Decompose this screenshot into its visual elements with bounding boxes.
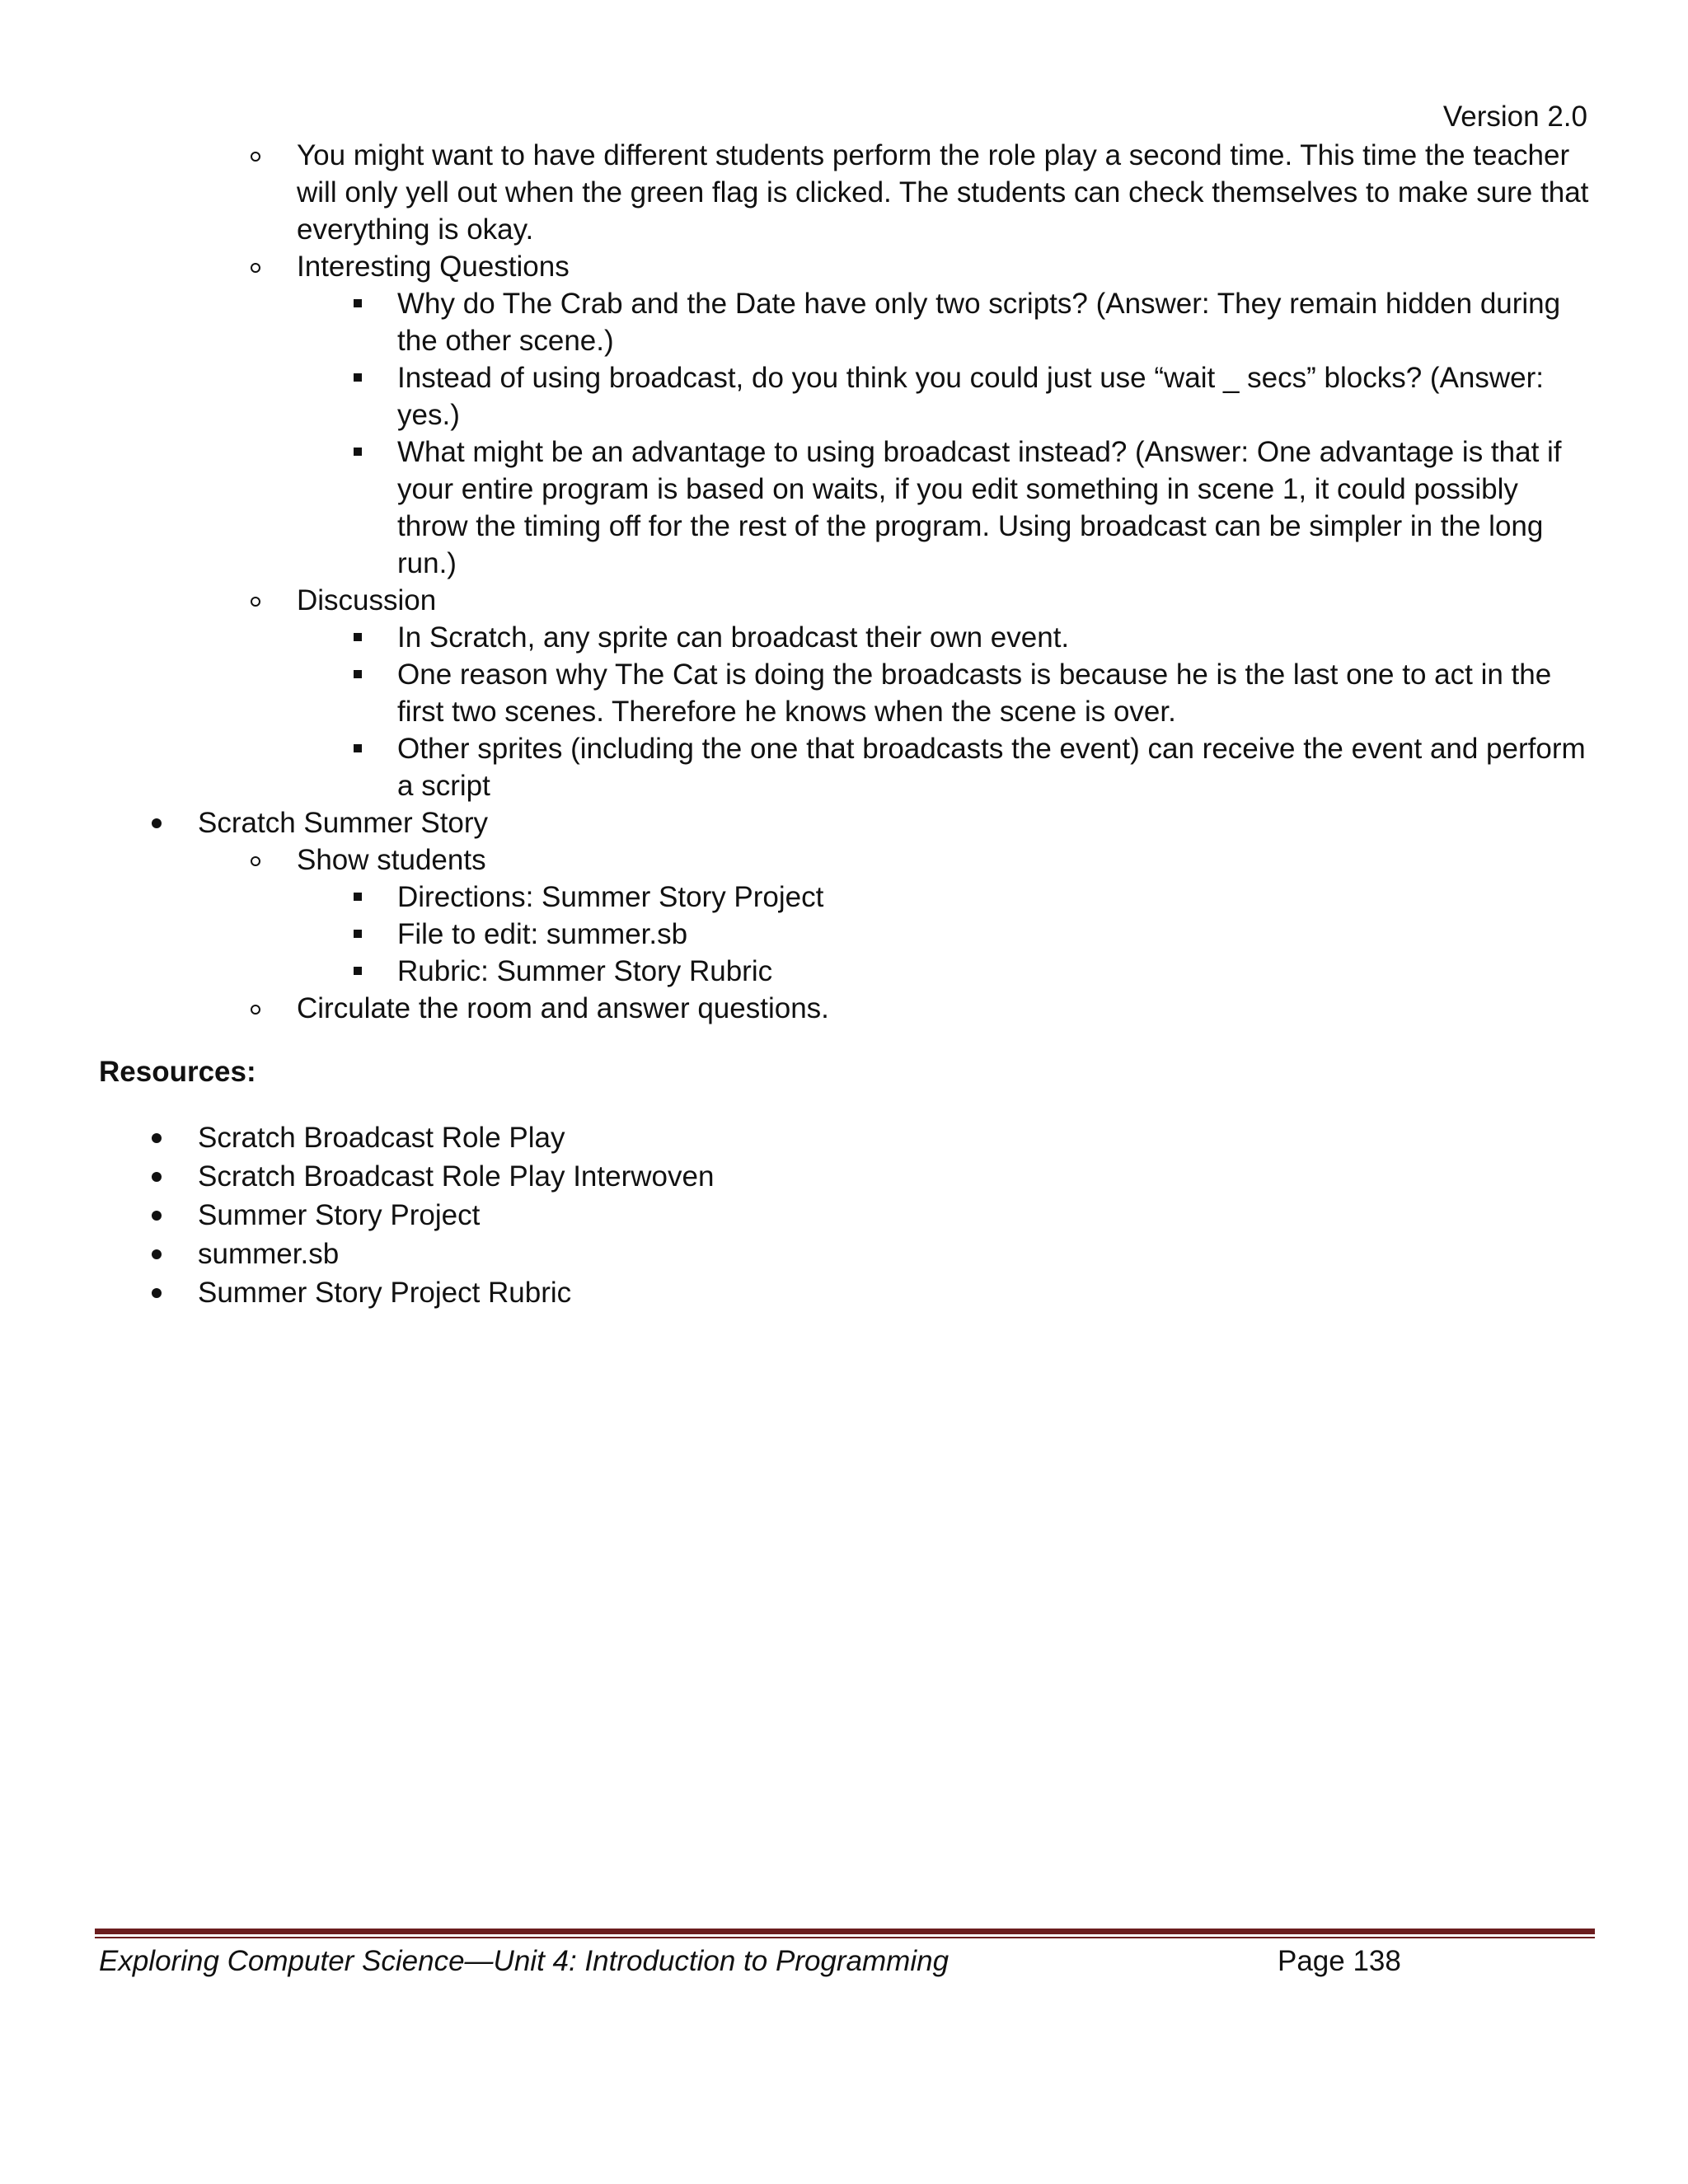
dot-bullet-icon bbox=[140, 1196, 173, 1235]
resource-item bbox=[99, 1235, 1591, 1273]
dot-bullet-icon bbox=[140, 1273, 173, 1312]
square-bullet-icon bbox=[341, 359, 374, 396]
list-item bbox=[99, 990, 1591, 1027]
dot-bullet-icon bbox=[140, 1118, 173, 1157]
resource-item-text: Scratch Broadcast Role Play Interwoven bbox=[198, 1160, 715, 1193]
list-item-text: Other sprites (including the one that broadcasts the event) can receive the event and perform a script bbox=[397, 733, 1586, 802]
list-item bbox=[99, 137, 1591, 248]
footer-divider-thin bbox=[95, 1937, 1595, 1938]
resource-item bbox=[99, 1157, 1591, 1196]
list-item-text: Circulate the room and answer questions. bbox=[297, 992, 829, 1024]
list-item-text: Show students bbox=[297, 844, 486, 876]
list-item bbox=[99, 582, 1591, 619]
resource-item bbox=[99, 1273, 1591, 1312]
square-bullet-icon bbox=[341, 730, 374, 767]
list-item bbox=[99, 953, 1591, 990]
circle-bullet-icon bbox=[239, 248, 272, 285]
footer-divider bbox=[95, 1929, 1595, 1938]
resource-item-text: Summer Story Project bbox=[198, 1199, 481, 1231]
version-label: Version 2.0 bbox=[1442, 101, 1587, 133]
list-item bbox=[99, 656, 1591, 730]
page-footer bbox=[99, 1943, 1591, 1980]
list-item bbox=[99, 730, 1591, 804]
square-bullet-icon bbox=[341, 619, 374, 656]
square-bullet-icon bbox=[341, 285, 374, 322]
resources-list bbox=[99, 1118, 1591, 1312]
square-bullet-icon bbox=[341, 656, 374, 693]
square-bullet-icon bbox=[341, 879, 374, 916]
list-item bbox=[99, 841, 1591, 879]
resource-item-text: Summer Story Project Rubric bbox=[198, 1277, 572, 1309]
list-item bbox=[99, 285, 1591, 359]
circle-bullet-icon bbox=[239, 841, 272, 879]
square-bullet-icon bbox=[341, 916, 374, 953]
dot-bullet-icon bbox=[140, 1157, 173, 1196]
list-item-text: Interesting Questions bbox=[297, 251, 570, 283]
list-item bbox=[99, 359, 1591, 434]
list-item-text: What might be an advantage to using broadcast instead? (Answer: One advantage is that if your entire program is based on waits, if you edit something in scene 1, it could possibly throw the timing off for the rest of the program. Using broadcast can be simpler in the long run.) bbox=[397, 436, 1562, 579]
resource-item-text: Scratch Broadcast Role Play bbox=[198, 1122, 565, 1154]
resource-item-text: summer.sb bbox=[198, 1238, 340, 1270]
list-item-text: Discussion bbox=[297, 584, 437, 616]
list-item-text: Scratch Summer Story bbox=[198, 807, 489, 839]
list-item-text: File to edit: summer.sb bbox=[397, 918, 688, 950]
list-item-text: Instead of using broadcast, do you think you could just use “wait _ secs” blocks? (Answer: yes.) bbox=[397, 362, 1544, 431]
list-item bbox=[99, 916, 1591, 953]
list-item-text: You might want to have different students perform the role play a second time. This time the teacher will only yell out when the green flag is clicked. The students can check themselves to make sure that everything is okay. bbox=[297, 139, 1589, 246]
page-number: Page 138 bbox=[1278, 1945, 1401, 1977]
resource-item bbox=[99, 1118, 1591, 1157]
circle-bullet-icon bbox=[239, 990, 272, 1027]
square-bullet-icon bbox=[341, 434, 374, 471]
resources-heading: Resources: bbox=[99, 1056, 256, 1088]
list-item bbox=[99, 248, 1591, 285]
list-item-text: In Scratch, any sprite can broadcast their own event. bbox=[397, 621, 1070, 654]
list-item bbox=[99, 804, 1591, 841]
lesson-content bbox=[99, 137, 1591, 1312]
list-item-text: Directions: Summer Story Project bbox=[397, 881, 824, 913]
footer-title: Exploring Computer Science—Unit 4: Introduction to Programming bbox=[99, 1945, 950, 1977]
square-bullet-icon bbox=[341, 953, 374, 990]
list-item bbox=[99, 434, 1591, 582]
resource-item bbox=[99, 1196, 1591, 1235]
list-item-text: Rubric: Summer Story Rubric bbox=[397, 955, 773, 987]
dot-bullet-icon bbox=[140, 804, 173, 841]
list-item bbox=[99, 879, 1591, 916]
list-item-text: One reason why The Cat is doing the broadcasts is because he is the last one to act in the first two scenes. Therefore he knows when the scene is over. bbox=[397, 658, 1552, 728]
dot-bullet-icon bbox=[140, 1235, 173, 1273]
list-item-text: Why do The Crab and the Date have only two scripts? (Answer: They remain hidden during the other scene.) bbox=[397, 288, 1561, 357]
list-item bbox=[99, 619, 1591, 656]
circle-bullet-icon bbox=[239, 137, 272, 174]
circle-bullet-icon bbox=[239, 582, 272, 619]
footer-divider-thick bbox=[95, 1929, 1595, 1934]
